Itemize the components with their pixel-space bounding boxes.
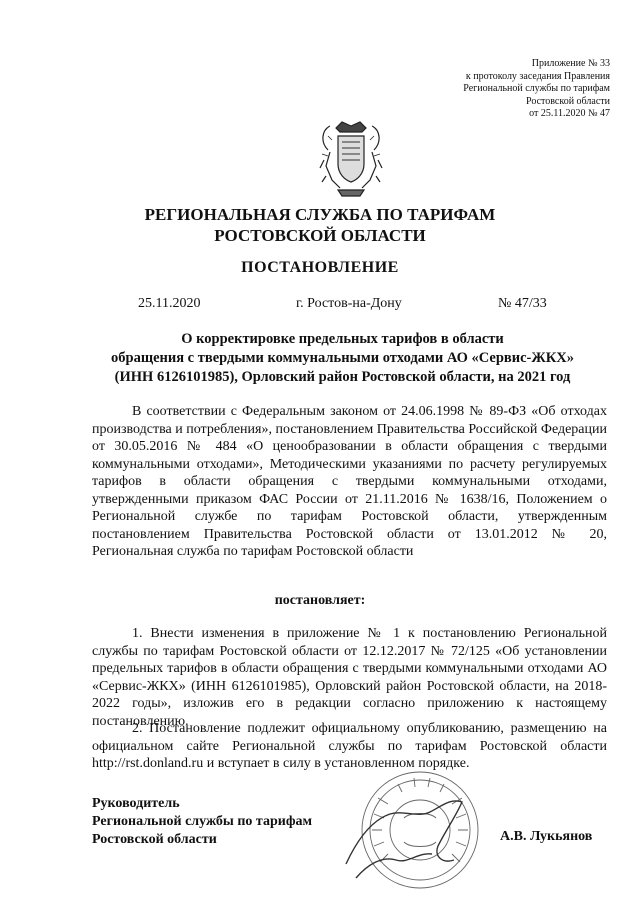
signatory-line: Региональной службы по тарифам <box>92 814 313 829</box>
resolves-heading: постановляет: <box>274 593 366 608</box>
item-2-paragraph: 2. Постановление подлежит официальному опубликованию, размещению на официальном сайте Региональной службы по тарифам Ростовской области http://rst.donland.ru и вступает в силу в установленном порядке. <box>92 721 607 771</box>
title-line-1: О корректировке предельных тарифов в области <box>181 331 504 347</box>
annex-line: Приложение № 33 <box>531 58 610 69</box>
decree-number: № 47/33 <box>498 296 547 311</box>
signatory-line: Руководитель <box>92 796 180 811</box>
document-type: ПОСТАНОВЛЕНИЕ <box>241 259 399 276</box>
preamble-paragraph: В соответствии с Федеральным законом от 24.06.1998 № 89-ФЗ «Об отходах производства и потребления», постановлением Правительства Российской Федерации от 30.05.2016 № 484 «О ценообразовании в области обращения с твердыми коммунальными отходами», Методическими указаниями по расчету регулируемых тарифов в области обращения с твердыми коммунальными отходами, утвержденными приказом ФАС России от 21.11.2016 № 1638/16, Положением о Региональной службе по тарифам Ростовской области, утвержденным постановлением Правительства Ростовской области от 13.01.2012 № 20, Региональная служба по тарифам Ростовской области <box>92 404 607 559</box>
annex-line: Региональной службы по тарифам <box>463 83 610 94</box>
title-line-2: обращения с твердыми коммунальными отходами АО «Сервис-ЖКХ» <box>111 350 574 366</box>
org-line-2: РОСТОВСКОЙ ОБЛАСТИ <box>214 226 426 245</box>
decree-title <box>60 330 625 387</box>
coat-of-arms-icon <box>316 120 386 198</box>
signatory-line: Ростовской области <box>92 832 217 847</box>
organization-name <box>0 204 640 246</box>
annex-line: от 25.11.2020 № 47 <box>529 108 610 119</box>
item-1-paragraph: 1. Внести изменения в приложение № 1 к постановлению Региональной службы по тарифам Ростовской области от 12.12.2017 № 72/125 «Об установлении предельных тарифов в области обращения с твердыми коммунальными отходами АО «Сервис-ЖКХ» (ИНН 6126101985), Орловский район Ростовской области, на 2018-2022 годы», изложив его в редакции согласно приложению к настоящему постановлению. <box>92 626 607 729</box>
official-stamp-icon <box>338 768 488 898</box>
annex-note <box>410 58 610 121</box>
annex-line: к протоколу заседания Правления <box>465 70 610 82</box>
decree-date: 25.11.2020 <box>138 296 201 311</box>
signatory-position <box>92 795 312 849</box>
annex-line: Ростовской области <box>526 95 610 107</box>
title-line-3: (ИНН 6126101985), Орловский район Ростовской области, на 2021 год <box>114 369 571 385</box>
decree-city: г. Ростов-на-Дону <box>296 296 402 311</box>
signatory-name: А.В. Лукьянов <box>500 829 593 844</box>
org-line-1: РЕГИОНАЛЬНАЯ СЛУЖБА ПО ТАРИФАМ <box>144 205 496 224</box>
